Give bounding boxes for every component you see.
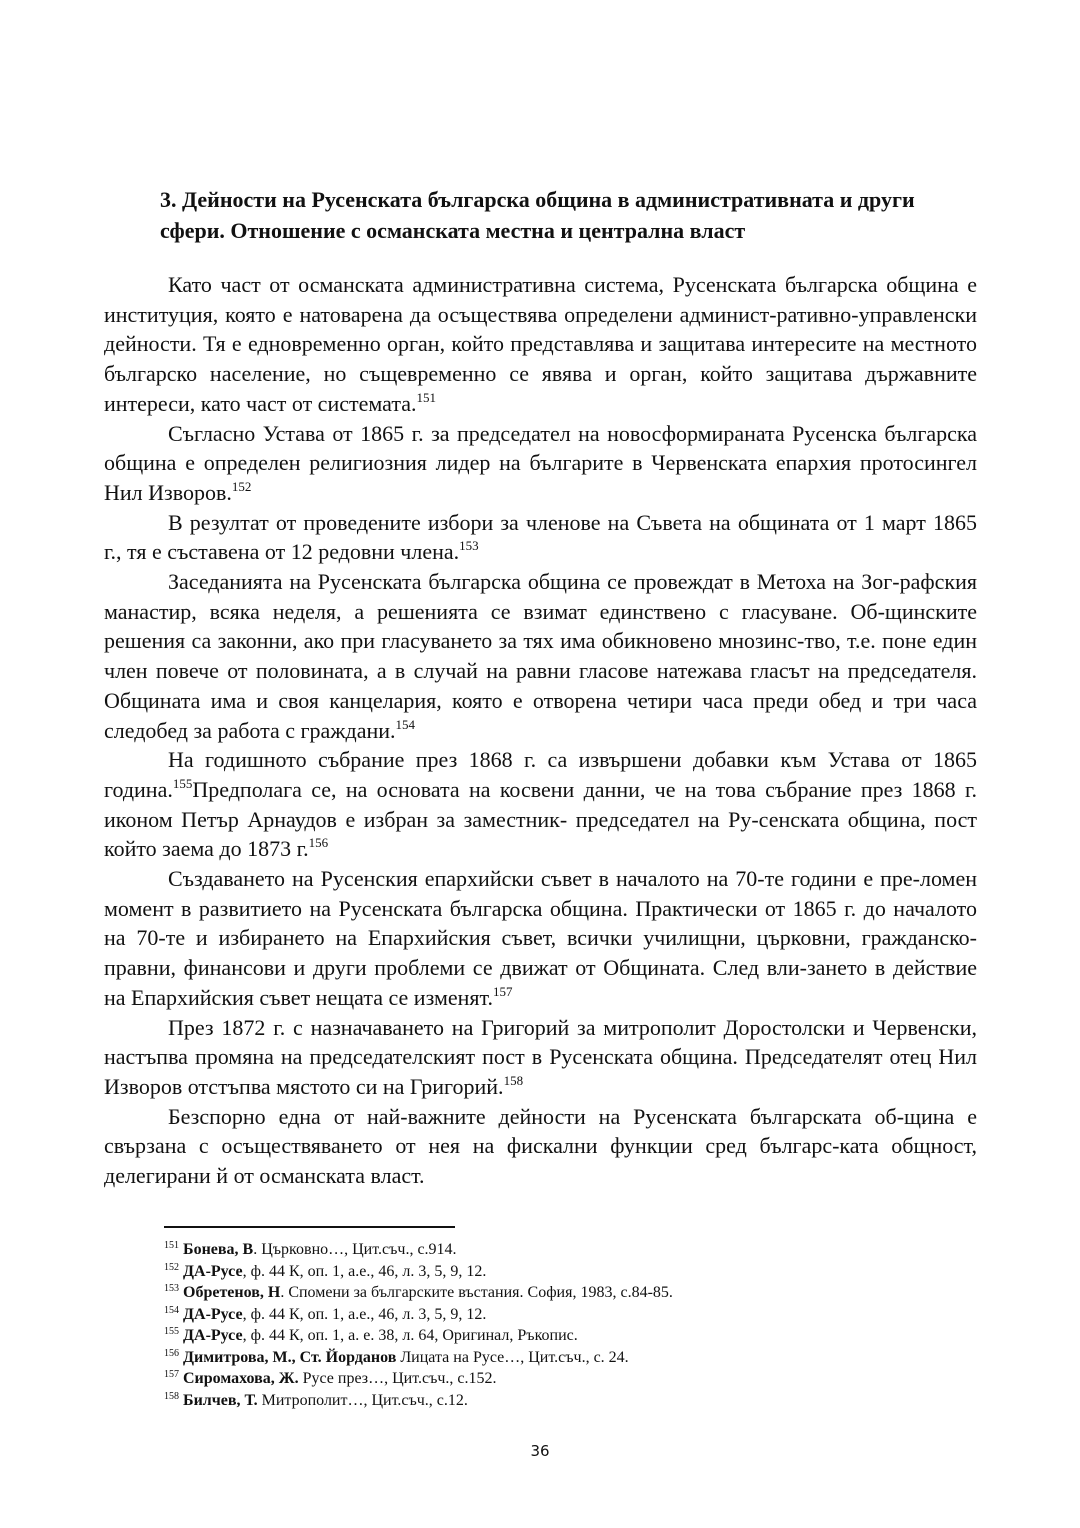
paragraph: Заседанията на Русенската българска община се провеждат в Метоха на Зог-рафския манастир, всяка неделя, а решенията се взимат единствено с гласуване. Об-щинските решения са законни, ако при гласуването за тях има обикновено мнозинс-тво, т.е. поне един член повече от половината, а в случай на равни гласове натежава гласът на председателя. Общината има и своя канцелария, която е отворена четири часа преди обед и три часа следобед за работа с граждани.$^{154}$ <box>104 569 977 743</box>
page-number: 36 <box>530 1442 550 1460</box>
footnote-ref[interactable]: 153 <box>459 538 479 554</box>
footnote-divider <box>164 1226 455 1228</box>
footnote-ref[interactable]: 152 <box>231 478 252 494</box>
footnote-ref[interactable]: 157 <box>493 983 513 999</box>
footnote: $^{151}$ Бонева, В. Църковно…, Цит.съч., с.914. <box>164 1240 457 1258</box>
paragraph: В резултат от проведените избори за членове на Съвета на общината от 1 март 1865 г., тя е съставена от 12 редовни члена.$^{153}$ <box>104 509 977 565</box>
footnotes <box>164 1239 964 1411</box>
paragraph: На годишното събрание през 1868 г. са извършени добавки към Устава от 1865 година.$^{155}$Предполага се, на основата на косвени данни, че на това събрание през 1868 г. иконом Петър Арнаудов е избран за заместник- председател на Ру-сенската община, пост който заема до 1873 г.$^{156}$ <box>104 747 977 862</box>
section-heading: 3. Дейности на Русенската българска община в административната и други сфери. Отношение с османската местна и централна власт <box>160 187 915 243</box>
paragraph: През 1872 г. с назначаването на Григорий за митрополит Доростолски и Червенски, настъпва промяна на председателският пост в Русенската община. Председателят отец Нил Изворов отстъпва мястото си на Григорий.$^{158}$ <box>104 1014 977 1099</box>
footnote: $^{153}$ Обретенов, Н. Спомени за българските въстания. София, 1983, с.84-85. <box>164 1283 673 1301</box>
footnote: $^{157}$ Сиромахова, Ж. Русе през…, Цит.съч., с.152. <box>164 1369 497 1387</box>
footnote-ref[interactable]: 151 <box>416 389 436 405</box>
footnote: $^{154}$ ДА-Русе, ф. 44 К, оп. 1, а.е., 46, л. 3, 5, 9, 12. <box>164 1304 487 1323</box>
paragraph: Безспорно една от най-важните дейности на Русенската българската об-щина е свързана с осъществяването от нея на фискални функции сред българс-ката общност, делегирани й от османската власт. <box>104 1103 977 1189</box>
footnote-ref[interactable]: 158 <box>503 1072 524 1088</box>
body-text <box>104 270 977 1191</box>
paragraph: Като част от османската административна система, Русенската българска община е институция, която е натоварена да осъществява определени админист-ративно-управленски дейности. Тя е едновременно орган, който представлява и защитава интересите на местното българско население, но същевременно се явява и орган, който защитава държавните интереси, като част от системата.$^{151}$ <box>104 272 977 416</box>
footnote-ref[interactable]: 156 <box>308 835 329 851</box>
footnote: $^{152}$ ДА-Русе, ф. 44 К, оп. 1, а.е., 46, л. 3, 5, 9, 12. <box>164 1261 487 1280</box>
footnote-ref[interactable]: 155 <box>172 775 193 791</box>
paragraph: Съгласно Устава от 1865 г. за председател на новосформираната Русенска българска община е определен религиозния лидер на българите в Червенската епархия протосингел Нил Изворов.$^{152}$ <box>104 420 977 505</box>
footnote: $^{158}$ Билчев, Т. Митрополит…, Цит.съч., с.12. <box>164 1390 468 1409</box>
footnote: $^{156}$ Димитрова, М., Ст. Йорданов Лицата на Русе…, Цит.съч., с. 24. <box>164 1347 629 1366</box>
footnote: $^{155}$ ДА-Русе, ф. 44 К, оп. 1, а. е. 38, л. 64, Оригинал, Ръкопис. <box>164 1326 578 1344</box>
footnote-ref[interactable]: 154 <box>395 716 416 732</box>
paragraph: Създаването на Русенския епархийски съвет в началото на 70-те години е пре-ломен момент в развитието на Русенската българска община. Практически от 1865 г. до началото на 70-те и избирането на Епархийския съвет, всички училищни, църковни, гражданско-правни, финансови и други проблеми се движат от Общината. След вли-зането в действие на Епархийския съвет нещата се изменят.$^{157}$ <box>104 866 977 1010</box>
